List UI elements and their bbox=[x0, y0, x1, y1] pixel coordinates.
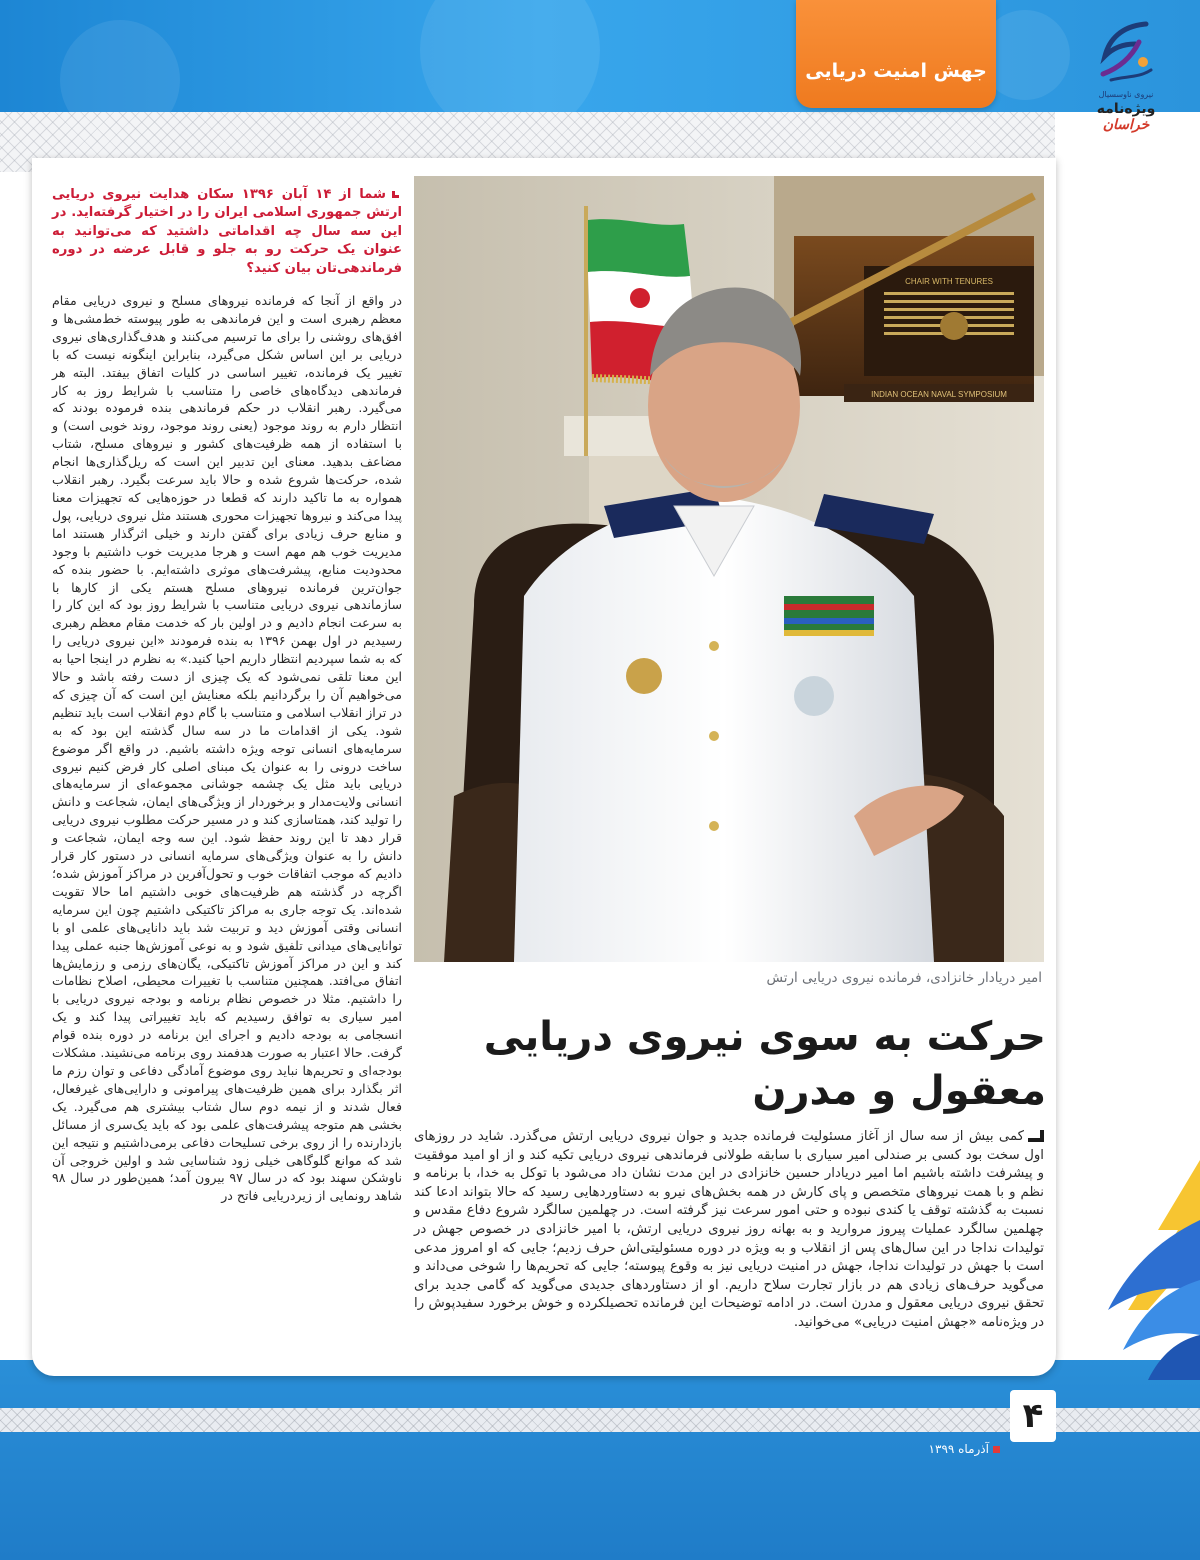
headline-line-1: حرکت به سوی نیروی دریایی bbox=[483, 1014, 1046, 1060]
headline bbox=[414, 1010, 1046, 1118]
interview-question bbox=[52, 186, 402, 278]
issue-date bbox=[870, 1442, 1000, 1456]
issue-dot-icon bbox=[993, 1446, 1000, 1453]
corner-mark-icon bbox=[1028, 1130, 1044, 1142]
issue-text: آذرماه ۱۳۹۹ bbox=[928, 1442, 989, 1456]
publisher-logo: خراسان bbox=[1102, 117, 1150, 133]
series-label: ویژه‌نامه bbox=[1096, 101, 1156, 117]
header-band bbox=[0, 0, 1200, 112]
page-number: ۴ bbox=[1010, 1390, 1056, 1442]
plaque-title: CHAIR WITH TENURES bbox=[905, 277, 993, 286]
question-arrow-icon bbox=[390, 188, 402, 200]
decorative-arrow-icon bbox=[1088, 1160, 1200, 1380]
logo-subtitle: نیروی ناوسسیال bbox=[1098, 90, 1154, 99]
section-title: جهش امنیت دریایی bbox=[805, 60, 987, 82]
section-tab bbox=[796, 0, 996, 108]
question-text: شما از ۱۴ آبان ۱۳۹۶ سکان هدایت نیروی دریایی ارتش جمهوری اسلامی ایران را در اختیار گرفته‌اید. در این سه سال چه اقداماتی داشتید که می‌توانید به عنوان یک حرکت رو به جلو و قابل عرضه در دوره فرماندهی‌تان بیان کنید؟ bbox=[52, 187, 402, 276]
brand-logo bbox=[1062, 18, 1190, 158]
plaque-footer: INDIAN OCEAN NAVAL SYMPOSIUM bbox=[871, 390, 1007, 399]
intro-text: کمی بیش از سه سال از آغاز مسئولیت فرمانده جدید و جوان نیروی دریایی ارتش می‌گذرد. شاید در روزهای اول سخت بود کسی بر صندلی امیر سیاری با سابقه طولانی فرماندهی نیروی دریایی تکیه کند و از او امید موفقیت و پیشرفت داشته باشیم اما امیر دریادار حسین خانزادی در این مدت نشان داد می‌شود با توکل به خدا، با برنامه و نظم و با همت نیروهای متخصص و پای کارش در همه بخش‌های نیرو به دستاوردهایی رسید که حالا بتواند ادعا کند نسبت به گذشته توقف یا کندی نبوده و حتی امور سرعت نیز گرفته است. در چهلمین سالگرد شروع دفاع مقدس و چهلمین سالگرد عملیات پیروز مروارید و به بهانه روز نیروی دریایی ارتش، با امیر خانزادی در خصوص جهش در تولیدات نداجا در این سال‌های پس از انقلاب و به ویژه در دوره مسئولیتی‌اش حرف زدیم؛ جایی که او امروز مدعی است با جهش در تولیدات نداجا، جهش در امنیت دریایی نیز به وقوع پیوسته؛ جایی که تحریم‌ها را شوخی می‌داند و می‌گوید حرف‌های زیادی هم در بازار تجارت سلاح داریم. او از دستاوردهای جدیدی می‌گوید که گامی جدید برای تحقق نیروی دریایی معقول و مدرن است. در ادامه توضیحات این فرمانده تحصیلکرده و خوش برخورد سفیدپوش را در ویژه‌نامه «جهش امنیت دریایی» می‌خوانید. bbox=[414, 1129, 1044, 1330]
intro-paragraph bbox=[414, 1128, 1044, 1333]
photo-caption: امیر دریادار خانزادی، فرمانده نیروی دریایی ارتش bbox=[766, 970, 1042, 986]
interview-answer: در واقع از آنجا که فرمانده نیروهای مسلح و نیروی دریایی مقام معظم رهبری است و این فرماندهی به طور پیوسته خط‌مشی‌ها و افق‌های روشنی را برای ما ترسیم می‌کنند و هدف‌گذاری‌های نیروی دریایی بر این اساس شکل می‌گیرد، بنابراین اینگونه نیست که با تغییر یک فرمانده، تغییر اساسی در کلیات اتفاق بیفتد. البته هر فرماندهی دیدگاه‌های خاصی را متناسب با شرایط روز به کار می‌گیرد. رهبر انقلاب در حکم فرماندهی بنده فرموده بودند که انتظار دارم به روند موجود (یعنی روند موجود، روند خوبی است) و با استفاده از همه ظرفیت‌های کشور و نیروهای مسلح، شتاب مضاعف بدهید. معنای این تدبیر این است که ریل‌گذاری‌ها انجام شده، حرکت‌ها شروع شده و حالا باید سرعت بگیرد. رهبر انقلاب همواره به ما تاکید دارند که قطعا در حوزه‌هایی که تجهیزات معنا پیدا می‌کند و نیروها تجهیزات محوری هستند مثل نیروی دریایی، پول و منابع حرف زیادی برای گفتن دارند و خیلی اثرگذار هستند اما مدیریت خوب هم مهم است و هرجا مدیریت خوب داشتیم با وجود محدودیت منابع، پیشرفت‌های موثری داشته‌ایم. با حضور بنده که جوان‌ترین فرمانده نیروهای مسلح هستم یکی از کارها با سازماندهی نیروی دریایی متناسب با شرایط روز بود که این کار را به سرعت انجام دادیم و در اولین بار که خدمت مقام معظم رهبری رسیدیم در اول بهمن ۱۳۹۶ به بنده فرمودند «این نیروی دریایی را که به شما سپردیم انتظار داریم احیا کنید.» به نظرم در اینجا احیا به این معنا تلقی نمی‌شود که یک چیزی از دست رفته باشد و حالا می‌خواهیم آن را برگردانیم بلکه معنایش این است که آن چیزی که در تراز انقلاب اسلامی و متناسب با گام دوم انقلاب است باید تنظیم شود. یکی از اقدامات ما در سه سال گذشته این بود که به سرمایه‌های انسانی توجه ویژه داشته باشیم. در واقع اگر موضوع ساخت درونی را به عنوان یک مبنای اصلی کار فرض کنیم نیروی دریایی باید مثل یک چشمه جوشانی مجموعه‌ای از سرمایه‌های انسانی ولایت‌مدار و برخوردار از ویژگی‌های ایمان، شجاعت و دانش را تولید کند، همتاسازی کند و در مسیر حرکت مطلوب نیروی دریایی قرار دهد تا این روند حفظ شود. این سه وجه ایمان، شجاعت و دانش را به عنوان ویژگی‌های سرمایه انسانی در دستور کار قرار دادیم که موجب اتفاقات خوب و تحول‌آفرین در مراکز آموزش شده؛ اگرچه در گذشته هم ظرفیت‌های خوبی داشتیم اما حالا تقویت شده‌اند. یک توجه جاری به مراکز تاکتیکی داشتیم چون این سرمایه انسانی وقتی آموزش دید و تربیت شد باید دانایی‌های علمی او با توانایی‌های میدانی تلفیق شود و به نوعی آموزش‌ها جنبه عملی پیدا کند و این در مراکز آموزش تاکتیکی، یگان‌های رزمی و رزمایش‌ها اتفاق می‌افتد. همچنین متناسب با تغییرات محیطی، اصلاح نظامات را داشتیم. مثلا در خصوص نظام برنامه و بودجه نیروی دریایی با امیر سیاری به توافق رسیدیم که باید تغییراتی پیدا کند و یک انسجامی به بودجه دادیم و اجرای این برنامه در دوره بنده قوام گرفت. حالا اعتبار به صورت هدفمند روی برنامه می‌نشیند. مشکلات بودجه‌ای و تحریم‌ها نباید روی موضوع آمادگی دفاعی و توان رزم ما اثر بگذارد برای همین ظرفیت‌های پیرامونی و دارایی‌های غیرفعال، فعال شدند و از نیمه دوم سال شتاب بیشتری هم می‌گیرد. یک بخشی هم متوجه پیشرفت‌های علمی بود که باید یک‌سری از مسائل بازدارنده را از روی برخی تسلیحات دفاعی برمی‌داشتیم و نتیجه این شد که موانع گلوگاهی خیلی زود شناسایی شد و اولین خروجی آن ناوشکن سهند بود که در سال ۹۷ بیرون آمد؛ همین‌طور در سال ۹۸ شاهد رونمایی از زیردریایی فاتح در bbox=[52, 293, 402, 1204]
logo-icon bbox=[1091, 18, 1161, 88]
headline-line-2: معقول و مدرن bbox=[752, 1068, 1046, 1114]
commander-photo bbox=[414, 176, 1044, 962]
